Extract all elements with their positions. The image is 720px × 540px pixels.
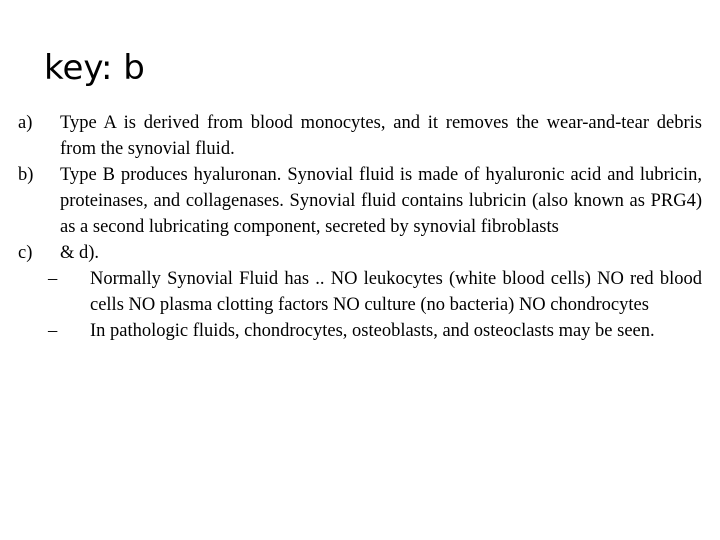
list-item-b (18, 162, 702, 240)
sub-list-item (48, 318, 702, 344)
answer-explanation (18, 110, 702, 344)
list-item-c (18, 240, 702, 266)
list-item-a (18, 110, 702, 162)
sub-list-item-text: In pathologic fluids, chondrocytes, osteoblasts, and osteoclasts may be seen. (90, 321, 655, 341)
list-marker: a) (18, 113, 33, 133)
list-item-text: Type B produces hyaluronan. Synovial fluid is made of hyaluronic acid and lubricin, proteinases, and collagenases. Synovial fluid contains lubricin (also known as PRG4) as a second lubricating component, secreted by synovial fibroblasts (60, 165, 702, 237)
list-marker: c) (18, 243, 33, 263)
sub-list (48, 266, 702, 344)
dash-marker: – (48, 269, 58, 289)
list-marker: b) (18, 165, 34, 185)
list-item-text: Type A is derived from blood monocytes, and it removes the wear-and-tear debris from the synovial fluid. (60, 113, 702, 159)
list-item-text: & d). (60, 243, 100, 263)
slide-title: key: b (44, 48, 145, 88)
sub-list-item-text: Normally Synovial Fluid has .. NO leukocytes (white blood cells) NO red blood cells NO plasma clotting factors NO culture (no bacteria) NO chondrocytes (90, 269, 702, 315)
sub-list-item (48, 266, 702, 318)
dash-marker: – (48, 321, 58, 341)
